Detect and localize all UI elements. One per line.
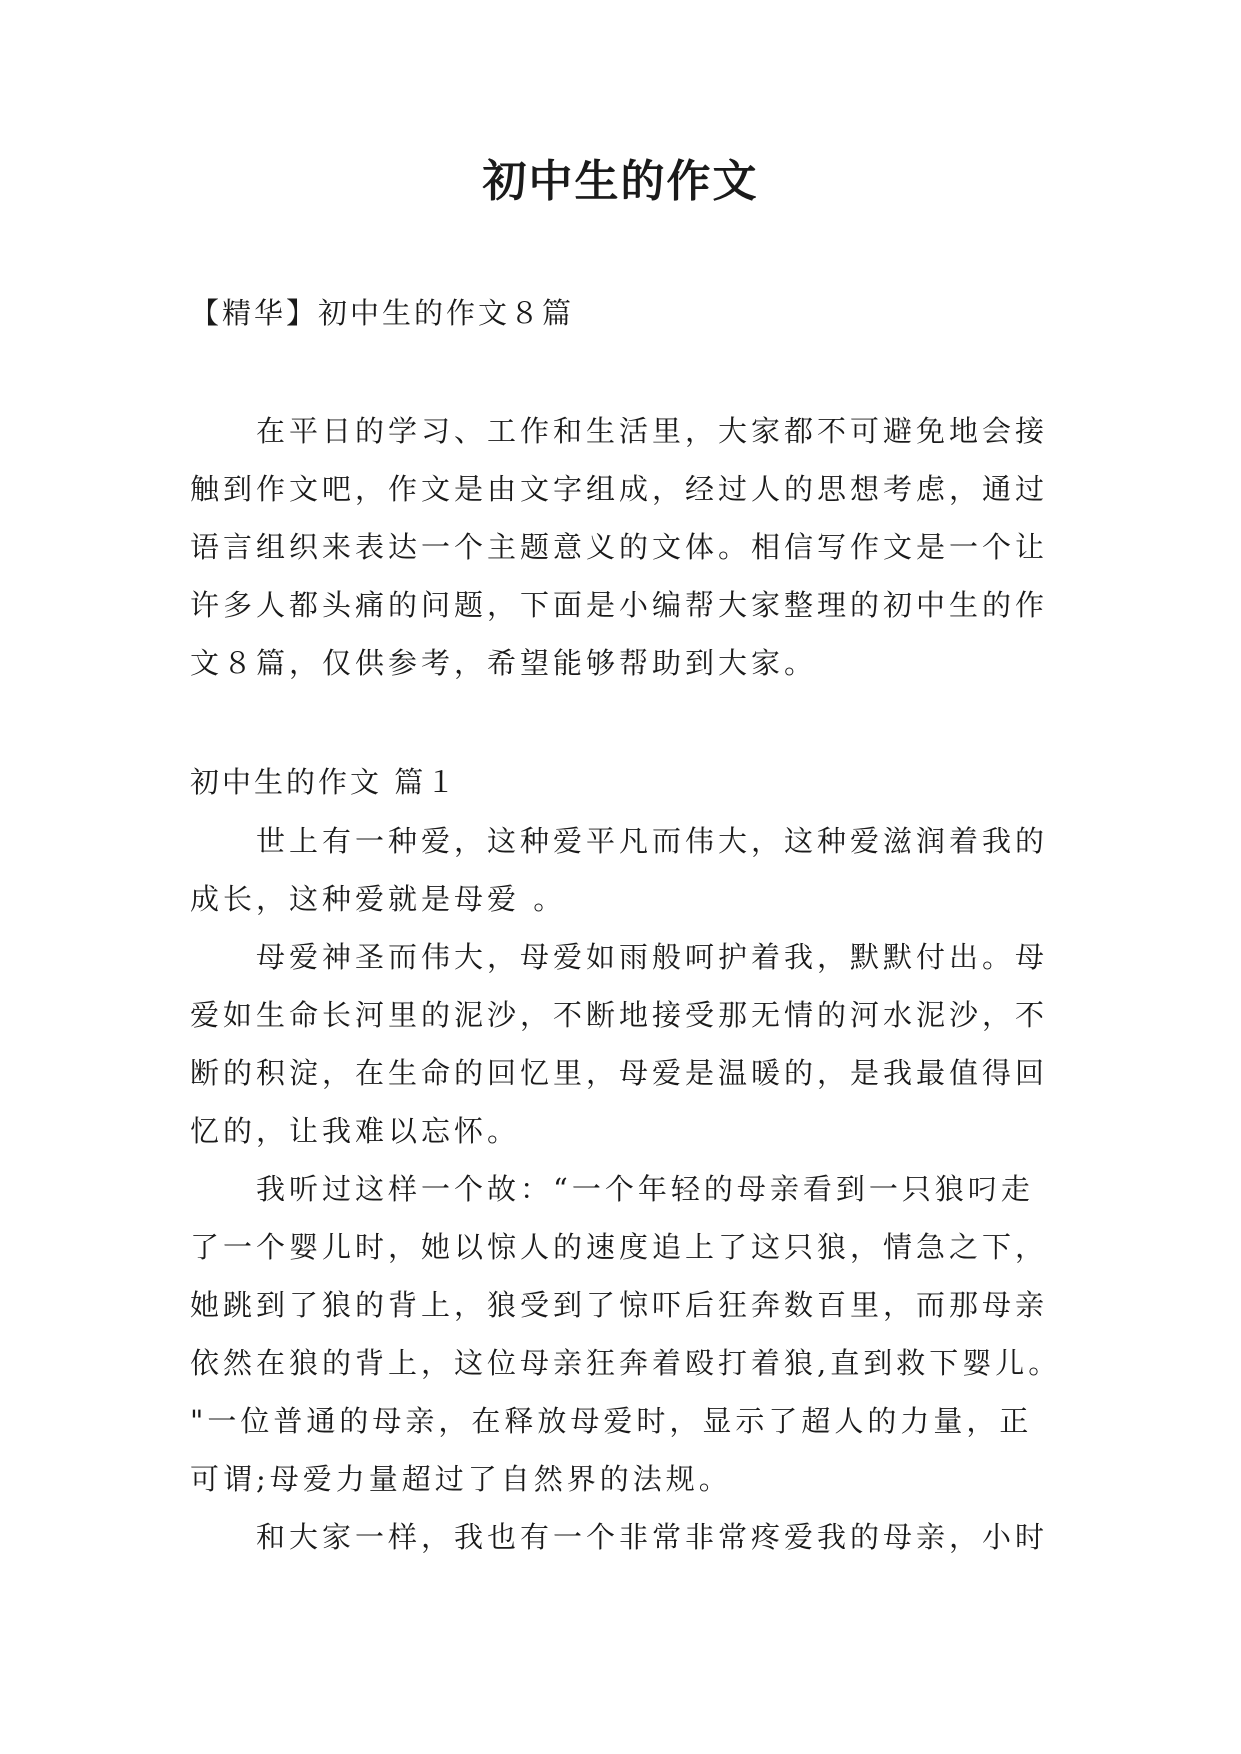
section-body — [190, 812, 1062, 1566]
document-subtitle: 【精华】初中生的作文８篇 — [190, 296, 575, 330]
body-line: 了一个婴儿时，她以惊人的速度追上了这只狼，情急之下， — [190, 1230, 1049, 1264]
body-line: 爱如生命长河里的泥沙，不断地接受那无情的河水泥沙，不 — [190, 998, 1049, 1032]
intro-line: 文８篇，仅供参考，希望能够帮助到大家。 — [190, 646, 818, 680]
body-line: 她跳到了狼的背上，狼受到了惊吓后狂奔数百里，而那母亲 — [190, 1288, 1049, 1322]
document-title: 初中生的作文 — [482, 156, 759, 207]
body-line: "一位普通的母亲，在释放母爱时，显示了超人的力量，正 — [190, 1404, 1033, 1438]
section-heading: 初中生的作文 篇１ — [190, 765, 459, 799]
intro-line: 触到作文吧，作文是由文字组成，经过人的思想考虑，通过 — [190, 472, 1049, 506]
body-line: 可谓;母爱力量超过了自然界的法规。 — [190, 1462, 732, 1496]
body-line: 断的积淀，在生命的回忆里，母爱是温暖的，是我最值得回 — [190, 1056, 1049, 1090]
body-line: 世上有一种爱，这种爱平凡而伟大，这种爱滋润着我的 — [190, 824, 1049, 858]
body-line: 依然在狼的背上，这位母亲狂奔着殴打着狼,直到救下婴儿。 — [190, 1346, 1062, 1380]
intro-paragraph — [190, 402, 1062, 692]
body-line: 和大家一样，我也有一个非常非常疼爱我的母亲，小时 — [190, 1520, 1049, 1554]
intro-line: 语言组织来表达一个主题意义的文体。相信写作文是一个让 — [190, 530, 1049, 564]
body-line: 母爱神圣而伟大，母爱如雨般呵护着我，默默付出。母 — [190, 940, 1049, 974]
body-line: 成长，这种爱就是母爱 。 — [190, 882, 567, 916]
intro-line: 许多人都头痛的问题，下面是小编帮大家整理的初中生的作 — [190, 588, 1049, 622]
body-line: 我听过这样一个故：“一个年轻的母亲看到一只狼叼走 — [190, 1172, 1034, 1206]
intro-line: 在平日的学习、工作和生活里，大家都不可避免地会接 — [190, 414, 1049, 448]
body-line: 忆的，让我难以忘怀。 — [190, 1114, 521, 1148]
